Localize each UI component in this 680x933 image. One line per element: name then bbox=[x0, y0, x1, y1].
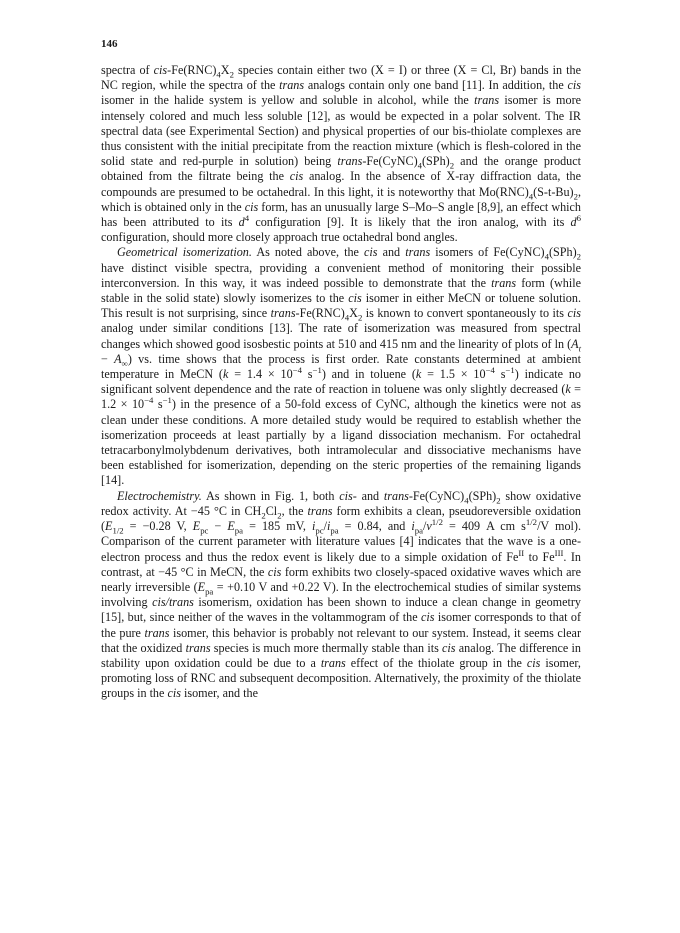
text-run: isomer corresponds to that of the pure bbox=[101, 610, 581, 640]
paragraph-geometrical-isomerization bbox=[101, 245, 581, 488]
text-run: Cl bbox=[265, 503, 278, 518]
text-run: 2 bbox=[496, 495, 501, 506]
page-number: 146 bbox=[101, 38, 118, 50]
text-run: k bbox=[415, 367, 422, 382]
text-run: pa bbox=[234, 525, 244, 536]
text-run: i bbox=[411, 519, 415, 534]
text-run: s bbox=[153, 397, 163, 412]
text-run: analog. The difference in stability upon oxidation could be due to a bbox=[101, 640, 581, 670]
text-run: isomer, this behavior is probably not relevant to our system. Instead, it seems clear that the oxidized bbox=[101, 625, 581, 655]
text-run: X bbox=[220, 63, 230, 77]
text-run: ) indicate no significant solvent dependence and the rate of reaction in toluene was only slightly decreased ( bbox=[101, 367, 581, 397]
text-run: ∞ bbox=[121, 358, 128, 369]
text-run: -Fe(CyNC) bbox=[408, 488, 465, 503]
text-run: E bbox=[192, 519, 201, 534]
text-run: and bbox=[377, 245, 406, 260]
text-run: cis bbox=[442, 640, 456, 655]
text-run: E bbox=[105, 519, 113, 534]
text-run: isomers of Fe(CyNC) bbox=[430, 245, 545, 260]
text-run: cis bbox=[526, 655, 541, 670]
text-run: (SPh) bbox=[468, 488, 497, 503]
text-run: cis bbox=[567, 78, 581, 93]
text-run: t bbox=[578, 343, 581, 354]
text-run: = 185 mV, bbox=[243, 519, 312, 534]
text-run: form exhibits a clean, pseudoreversible oxidation ( bbox=[101, 503, 581, 534]
text-run: trans bbox=[383, 488, 409, 503]
text-run: i bbox=[326, 519, 331, 534]
text-run: k bbox=[222, 367, 229, 382]
text-run: − bbox=[101, 351, 115, 366]
text-run: , which is obtained only in the bbox=[101, 184, 581, 214]
text-run: species contain either two (X = I) or three (X = Cl, Br) bands in the NC region, while the spectra of the bbox=[101, 63, 581, 93]
text-run: analogs contain only one band [11]. In addition, the bbox=[304, 78, 568, 93]
text-run: /V mol). Comparison of the current parameter with literature values [4] indicates that the wave is a one-electron process and thus the redox event is likely due to a simple oxidation of Fe bbox=[101, 519, 581, 564]
text-run: = 1.4 × 10 bbox=[228, 367, 293, 382]
text-run: 4 bbox=[528, 191, 534, 202]
text-run: pc bbox=[200, 525, 209, 536]
text-run: trans bbox=[337, 154, 363, 169]
text-run: cis bbox=[364, 245, 378, 260]
text-run: pc bbox=[315, 525, 324, 536]
text-run: 4 bbox=[464, 495, 469, 506]
text-run: spectra of bbox=[101, 63, 154, 77]
text-run: species is much more thermally stable than its bbox=[210, 640, 443, 655]
text-run: −4 bbox=[485, 365, 495, 376]
text-run: 2 bbox=[576, 251, 582, 262]
text-run: (S-t-Bu) bbox=[533, 184, 574, 199]
text-run: = 409 A cm s bbox=[442, 519, 526, 534]
text-run: 2 bbox=[277, 510, 282, 521]
text-run: pa bbox=[414, 525, 424, 536]
body-text bbox=[101, 63, 581, 702]
section-heading: Geometrical isomerization. bbox=[117, 245, 252, 260]
text-run: cis bbox=[339, 488, 353, 503]
text-run: 4 bbox=[216, 69, 221, 80]
text-run: = 1.5 × 10 bbox=[421, 367, 486, 382]
text-run: As shown in Fig. 1, both bbox=[201, 488, 340, 503]
text-run: cis/trans bbox=[152, 595, 194, 610]
text-run: trans bbox=[320, 655, 346, 670]
text-run: pa bbox=[330, 525, 339, 536]
text-run: 2 bbox=[573, 191, 578, 202]
text-run: III bbox=[554, 547, 564, 558]
text-run: − bbox=[208, 519, 228, 534]
text-run: isomerism, oxidation has been shown to induce a clean change in geometry [15], but, since neither of the waves in the voltammogram of the bbox=[101, 595, 581, 625]
text-run: , the bbox=[281, 503, 308, 518]
section-heading: Electrochemistry. bbox=[117, 488, 202, 503]
text-run: −4 bbox=[144, 395, 154, 406]
text-run: analog. In the absence of X-ray diffraction data, the compounds are presumed to be octahedral. In this light, it is noteworthy that Mo(RNC) bbox=[101, 169, 582, 199]
text-run: isomer, and the bbox=[180, 686, 258, 701]
text-run: 4 bbox=[244, 212, 250, 223]
text-run: / bbox=[323, 519, 327, 534]
text-run: ) vs. time shows that the process is first order. Rate constants determined at ambient temperature in MeCN ( bbox=[101, 351, 581, 382]
text-run: E bbox=[197, 579, 206, 594]
text-run: (SPh) bbox=[422, 154, 450, 169]
text-run: cis bbox=[289, 169, 304, 184]
text-run: form (while stable in the solid state) slowly isomerizes to the bbox=[101, 275, 581, 306]
text-run: 2 bbox=[229, 69, 234, 80]
text-run: 2 bbox=[261, 510, 266, 521]
text-run: form, has an unusually large S–Mo–S angle [8,9], an effect which has been attributed to its bbox=[101, 199, 581, 230]
text-run: 4 bbox=[417, 160, 423, 171]
text-run: configuration, should more closely approach true octahedral bond angles. bbox=[101, 230, 458, 245]
text-run: pa bbox=[205, 586, 214, 597]
text-run: ν bbox=[426, 519, 432, 534]
text-run: cis bbox=[244, 199, 259, 214]
text-run: isomer in the halide system is yellow and soluble in alcohol, while the bbox=[101, 93, 475, 108]
text-run: trans bbox=[185, 640, 211, 655]
text-run: = 0.84, and bbox=[338, 519, 412, 534]
text-run: s bbox=[301, 367, 313, 382]
text-run: cis bbox=[167, 686, 181, 701]
text-run: i bbox=[311, 519, 316, 534]
text-run: / bbox=[423, 519, 427, 534]
text-run: 1/2 bbox=[525, 517, 538, 528]
text-run: isomer, promoting loss of RNC and subsequent decomposition. Alternatively, the proximity of the thiolate groups in the bbox=[101, 655, 581, 701]
text-run: 2 bbox=[357, 312, 363, 323]
text-run: . In contrast, at −45 °C in MeCN, the bbox=[101, 549, 582, 579]
text-run: trans bbox=[270, 306, 296, 321]
text-run: X bbox=[349, 306, 358, 321]
text-run: −1 bbox=[312, 365, 322, 376]
text-run: 6 bbox=[576, 212, 581, 223]
text-run: 4 bbox=[344, 312, 350, 323]
text-run: ) in the presence of a 50-fold excess of CyNC, although the kinetics were not as clean under these conditions. A more detailed study would be required to establish whether the isomerization proceeds at least partially by a ligand dissociation mechanism. For octahedral tetracarbonylmolybdenum derivatives, both intramolecular and dissociative mechanisms have been established for isomerization, depending on the steric properties of the remaining ligands [14]. bbox=[101, 397, 581, 488]
text-run: 1/2 bbox=[431, 517, 443, 528]
text-run: cis bbox=[267, 564, 282, 579]
text-run: cis bbox=[421, 610, 435, 625]
text-run: trans bbox=[307, 503, 333, 518]
text-run: A bbox=[114, 351, 122, 366]
text-run: d bbox=[570, 215, 577, 230]
text-run: analog under similar conditions [13]. The rate of isomerization was measured from spectral changes which showed good isosbestic points at 510 and 415 nm and the linearity of plots of ln ( bbox=[101, 321, 581, 351]
text-run: k bbox=[565, 382, 571, 397]
text-run: trans bbox=[474, 93, 500, 108]
text-run: isomer is more intensely colored and much less soluble [12], as would be expected in a polar solvent. The IR spectral data (see Experimental Section) and physical properties of our bis-thiolate complexes are thus consistent with the initial precipitate from the reaction mixture (which is flesh-colored in the solid state and red-purple in solution) being bbox=[101, 93, 582, 169]
text-run: 1/2 bbox=[112, 525, 124, 536]
paragraph-isomer-spectra bbox=[101, 63, 581, 245]
text-run: = +0.10 V and +0.22 V). In the electrochemical studies of similar systems involving bbox=[101, 579, 581, 610]
text-run: 4 bbox=[544, 251, 549, 262]
text-run: A bbox=[571, 336, 579, 351]
text-run: trans bbox=[279, 78, 305, 93]
text-run: to Fe bbox=[524, 549, 555, 564]
text-run: d bbox=[238, 215, 245, 230]
text-run: II bbox=[518, 547, 525, 558]
text-run: trans bbox=[405, 245, 431, 260]
text-run: ) and in toluene ( bbox=[321, 367, 416, 382]
text-run: isomer in either MeCN or toluene solution. This result is not surprising, since bbox=[101, 291, 581, 321]
text-run: is known to convert spontaneously to its bbox=[362, 306, 568, 321]
text-run: effect of the thiolate group in the bbox=[345, 655, 527, 670]
text-run: -Fe(RNC) bbox=[167, 63, 217, 77]
text-run: cis bbox=[348, 291, 362, 306]
text-run: - and bbox=[352, 488, 384, 503]
text-run: E bbox=[227, 519, 235, 534]
text-run: trans bbox=[144, 625, 170, 640]
paragraph-electrochemistry bbox=[101, 489, 581, 702]
text-run: show oxidative redox activity. At −45 °C in CH bbox=[101, 488, 581, 518]
text-run: = 1.2 × 10 bbox=[101, 382, 581, 412]
text-run: and the orange product obtained from the filtrate being the bbox=[101, 154, 582, 184]
text-run: configuration [9]. It is likely that the iron analog, with its bbox=[249, 215, 571, 230]
text-run: As noted above, the bbox=[251, 245, 365, 260]
text-run: cis bbox=[567, 306, 582, 321]
text-run: −1 bbox=[505, 365, 515, 376]
text-run: cis bbox=[153, 63, 168, 77]
text-run: trans bbox=[491, 275, 517, 290]
text-run: form exhibits two closely-spaced oxidative waves which are nearly irreversible ( bbox=[101, 564, 581, 594]
text-run: 2 bbox=[449, 160, 455, 171]
text-run: = −0.28 V, bbox=[123, 519, 193, 534]
text-run: (SPh) bbox=[548, 245, 577, 260]
text-run: −4 bbox=[292, 365, 302, 376]
text-run: -Fe(RNC) bbox=[295, 306, 345, 321]
text-run: have distinct visible spectra, providing a convenient method of monitoring their possible interconversion. In this way, it was indeed possible to demonstrate that the bbox=[101, 260, 581, 290]
text-run: -Fe(CyNC) bbox=[362, 154, 418, 169]
text-run: s bbox=[494, 367, 506, 382]
text-run: −1 bbox=[162, 395, 172, 406]
